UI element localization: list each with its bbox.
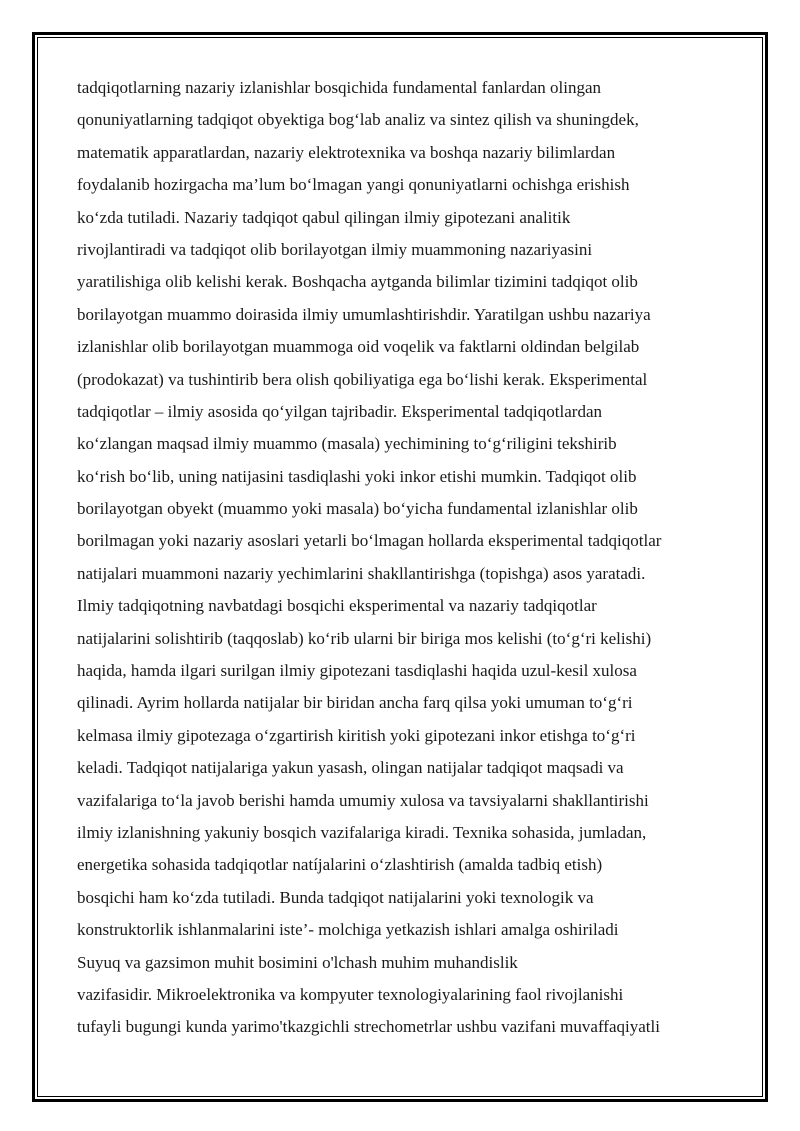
text-line: haqida, hamda ilgari surilgan ilmiy gipotezani tasdiqlashi haqida uzul-kesil xulosa — [77, 661, 637, 681]
text-line: keladi. Tadqiqot natijalariga yakun yasash, olingan natijalar tadqiqot maqsadi va — [77, 758, 624, 778]
text-line: ilmiy izlanishning yakuniy bosqich vazifalariga kiradi. Texnika sohasida, jumladan, — [77, 822, 647, 842]
text-line: yaratilishiga olib kelishi kerak. Boshqacha aytganda bilimlar tizimini tadqiqot olib — [77, 272, 638, 292]
text-line: izlanishlar olib borilayotgan muammoga oid voqelik va faktlarni oldindan belgilab — [77, 337, 640, 357]
text-line: (prodokazat) va tushintirib bera olish qobiliyatiga ega bo‘lishi kerak. Eksperimental — [77, 369, 648, 389]
text-line: borilayotgan muammo doirasida ilmiy umumlashtirishdir. Yaratilgan ushbu nazariya — [77, 304, 651, 324]
text-line: Suyuq va gazsimon muhit bosimini o'lchash muhim muhandislik — [77, 952, 518, 972]
text-line: matematik apparatlardan, nazariy elektrotexnika va boshqa nazariy bilimlardan — [77, 142, 616, 162]
text-line: borilmagan yoki nazariy asoslari yetarli bo‘lmagan hollarda eksperimental tadqiqotlar — [77, 531, 662, 551]
text-line: Ilmiy tadqiqotning navbatdagi bosqichi eksperimental va nazariy tadqiqotlar — [77, 596, 597, 616]
text-line: natijalarini solishtirib (taqqoslab) ko‘rib ularni bir biriga mos kelishi (to‘g‘ri kelishi) — [77, 628, 652, 648]
text-line: tadqiqotlarning nazariy izlanishlar bosqichida fundamental fanlardan olingan — [77, 78, 601, 97]
text-line: vazifasidir. Mikroelektronika va kompyuter texnologiyalarining faol rivojlanishi — [77, 984, 624, 1004]
text-line: bosqichi ham ko‘zda tutiladi. Bunda tadqiqot natijalarini yoki texnologik va — [77, 887, 594, 907]
text-line: natijalari muammoni nazariy yechimlarini shakllantirishga (topishga) asos yaratadi. — [77, 563, 646, 583]
body-text — [77, 72, 737, 1044]
text-line: tufayli bugungi kunda yarimo'tkazgichli strechometrlar ushbu vazifani muvaffaqiyatli — [77, 1017, 660, 1037]
text-line: tadqiqotlar – ilmiy asosida qo‘yilgan tajribadir. Eksperimental tadqiqotlardan — [77, 401, 602, 421]
text-line: konstruktorlik ishlanmalarini iste’- molchiga yetkazish ishlari amalga oshiriladi — [77, 920, 619, 940]
text-line: energetika sohasida tadqiqotlar natíjalarini o‘zlashtirish (amalda tadbiq etish) — [77, 855, 603, 875]
text-line: borilayotgan obyekt (muammo yoki masala) bo‘yicha fundamental izlanishlar olib — [77, 499, 638, 519]
text-line: rivojlantiradi va tadqiqot olib borilayotgan ilmiy muammoning nazariyasini — [77, 239, 593, 259]
text-line: kelmasa ilmiy gipotezaga o‘zgartirish kiritish yoki gipotezani inkor etishga to‘g‘ri — [77, 725, 636, 745]
text-line: vazifalariga to‘la javob berishi hamda umumiy xulosa va tavsiyalarni shakllantirishi — [77, 790, 649, 810]
text-line: ko‘zda tutiladi. Nazariy tadqiqot qabul qilingan ilmiy gipotezani analitik — [77, 207, 571, 227]
text-line: ko‘rish bo‘lib, uning natijasini tasdiqlashi yoki inkor etishi mumkin. Tadqiqot olib — [77, 466, 637, 486]
text-line: qilinadi. Ayrim hollarda natijalar bir biridan ancha farq qilsa yoki umuman to‘g‘ri — [77, 693, 633, 713]
text-line: foydalanib hozirgacha ma’lum bo‘lmagan yangi qonuniyatlarni ochishga erishish — [77, 175, 630, 195]
text-line: ko‘zlangan maqsad ilmiy muammo (masala) yechimining to‘g‘riligini tekshirib — [77, 434, 617, 454]
text-line: qonuniyatlarning tadqiqot obyektiga bog‘lab analiz va sintez qilish va shuningdek, — [77, 110, 639, 130]
